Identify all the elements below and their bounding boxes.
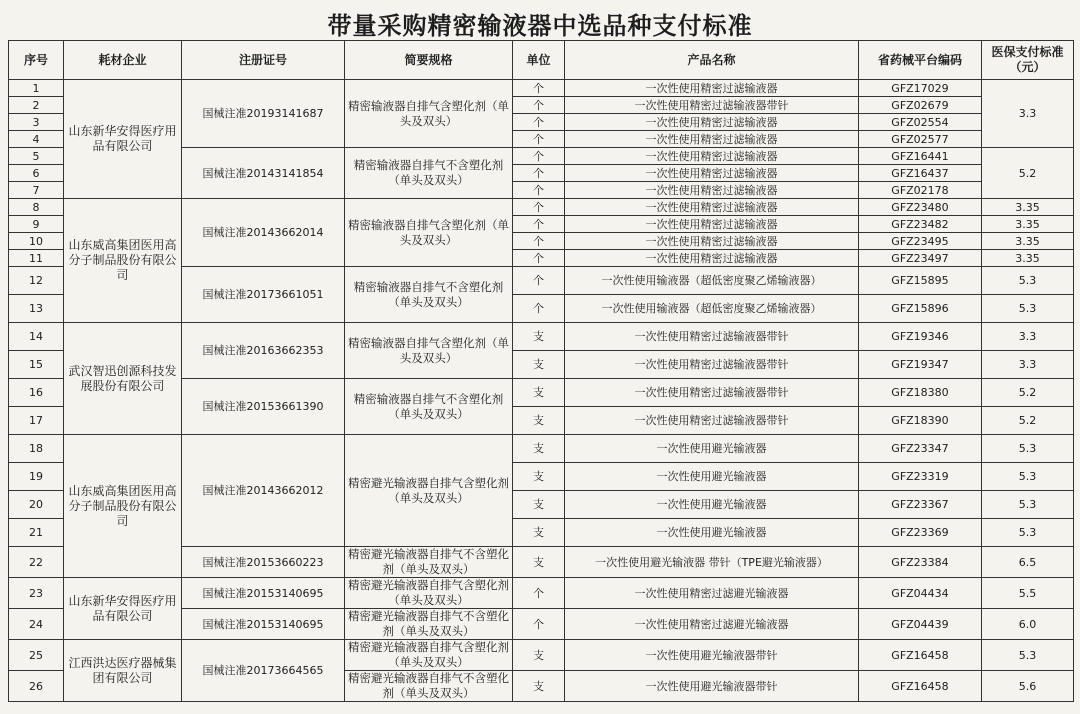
price-cell: 5.2 [982,379,1074,407]
table-row [9,435,1074,463]
unit-cell: 个 [513,182,565,199]
price-cell: 5.3 [982,519,1074,547]
unit-cell: 个 [513,216,565,233]
row-no: 5 [9,148,64,165]
product-name-cell: 一次性使用精密过滤输液器带针 [565,97,859,114]
code-cell: GFZ18390 [859,407,982,435]
price-cell: 6.0 [982,609,1074,640]
product-name-cell: 一次性使用避光输液器带针 [565,671,859,702]
row-no: 17 [9,407,64,435]
code-cell: GFZ23367 [859,491,982,519]
code-cell: GFZ19346 [859,323,982,351]
row-no: 14 [9,323,64,351]
product-name-cell: 一次性使用精密过滤输液器带针 [565,379,859,407]
code-cell: GFZ16458 [859,640,982,671]
code-cell: GFZ02679 [859,97,982,114]
product-name-cell: 一次性使用避光输液器 [565,491,859,519]
table-row [9,578,1074,609]
price-cell: 5.3 [982,463,1074,491]
price-cell: 5.3 [982,435,1074,463]
price-cell: 5.3 [982,491,1074,519]
code-cell: GFZ16458 [859,671,982,702]
price-cell: 6.5 [982,547,1074,578]
code-cell: GFZ23480 [859,199,982,216]
code-cell: GFZ23384 [859,547,982,578]
unit-cell: 支 [513,351,565,379]
reg-cell: 国械注准20153140695 [182,609,345,640]
row-no: 4 [9,131,64,148]
row-no: 6 [9,165,64,182]
product-name-cell: 一次性使用精密过滤输液器 [565,165,859,182]
price-cell: 5.3 [982,295,1074,323]
company-cell: 山东新华安得医疗用品有限公司 [64,80,182,199]
spec-cell: 精密输液器自排气不含塑化剂（单头及双头） [345,267,513,323]
header-company: 耗材企业 [64,41,182,80]
spec-cell: 精密避光输液器自排气含塑化剂（单头及双头） [345,578,513,609]
unit-cell: 支 [513,379,565,407]
row-no: 16 [9,379,64,407]
reg-cell: 国械注准20193141687 [182,80,345,148]
unit-cell: 支 [513,547,565,578]
row-no: 12 [9,267,64,295]
product-name-cell: 一次性使用输液器（超低密度聚乙烯输液器） [565,267,859,295]
product-name-cell: 一次性使用精密过滤输液器 [565,148,859,165]
row-no: 13 [9,295,64,323]
table-row [9,80,1074,97]
product-name-cell: 一次性使用精密过滤输液器 [565,199,859,216]
unit-cell: 支 [513,491,565,519]
code-cell: GFZ23319 [859,463,982,491]
spec-cell: 精密避光输液器自排气不含塑化剂（单头及双头） [345,609,513,640]
unit-cell: 个 [513,148,565,165]
unit-cell: 个 [513,80,565,97]
spec-cell: 精密避光输液器自排气含塑化剂（单头及双头） [345,435,513,547]
row-no: 8 [9,199,64,216]
product-name-cell: 一次性使用避光输液器 [565,435,859,463]
unit-cell: 个 [513,114,565,131]
reg-cell: 国械注准20173661051 [182,267,345,323]
unit-cell: 个 [513,165,565,182]
spec-cell: 精密避光输液器自排气含塑化剂（单头及双头） [345,640,513,671]
unit-cell: 个 [513,295,565,323]
product-name-cell: 一次性使用精密过滤输液器 [565,233,859,250]
code-cell: GFZ02178 [859,182,982,199]
product-name-cell: 一次性使用精密过滤输液器带针 [565,407,859,435]
code-cell: GFZ15896 [859,295,982,323]
reg-cell: 国械注准20153660223 [182,547,345,578]
price-table-wrapper [8,40,1074,702]
spec-cell: 精密输液器自排气不含塑化剂（单头及双头） [345,379,513,435]
company-cell: 江西洪达医疗器械集团有限公司 [64,640,182,702]
code-cell: GFZ04439 [859,609,982,640]
document-title: 带量采购精密输液器中选品种支付标准 [327,12,753,40]
header-row [9,41,1074,80]
code-cell: GFZ02554 [859,114,982,131]
price-cell: 3.35 [982,199,1074,216]
row-no: 26 [9,671,64,702]
unit-cell: 支 [513,671,565,702]
row-no: 9 [9,216,64,233]
row-no: 11 [9,250,64,267]
header-price: 医保支付标准（元） [982,41,1074,80]
price-cell: 3.35 [982,216,1074,233]
row-no: 1 [9,80,64,97]
unit-cell: 支 [513,640,565,671]
price-cell: 5.2 [982,407,1074,435]
unit-cell: 支 [513,519,565,547]
reg-cell: 国械注准20153661390 [182,379,345,435]
table-row [9,323,1074,351]
product-name-cell: 一次性使用避光输液器 [565,519,859,547]
unit-cell: 个 [513,199,565,216]
row-no: 25 [9,640,64,671]
company-cell: 武汉智迅创源科技发展股份有限公司 [64,323,182,435]
row-no: 22 [9,547,64,578]
price-cell: 5.2 [982,148,1074,199]
spec-cell: 精密输液器自排气含塑化剂（单头及双头） [345,199,513,267]
product-name-cell: 一次性使用精密过滤输液器 [565,250,859,267]
reg-cell: 国械注准20153140695 [182,578,345,609]
company-cell: 山东威高集团医用高分子制品股份有限公司 [64,199,182,323]
product-name-cell: 一次性使用精密过滤避光输液器 [565,609,859,640]
header-code: 省药械平台编码 [859,41,982,80]
row-no: 23 [9,578,64,609]
row-no: 7 [9,182,64,199]
reg-cell: 国械注准20143662012 [182,435,345,547]
header-unit: 单位 [513,41,565,80]
row-no: 3 [9,114,64,131]
product-name-cell: 一次性使用输液器（超低密度聚乙烯输液器） [565,295,859,323]
code-cell: GFZ17029 [859,80,982,97]
price-cell: 3.3 [982,351,1074,379]
unit-cell: 个 [513,131,565,148]
row-no: 15 [9,351,64,379]
product-name-cell: 一次性使用避光输液器带针 [565,640,859,671]
code-cell: GFZ23347 [859,435,982,463]
unit-cell: 个 [513,609,565,640]
product-name-cell: 一次性使用精密过滤输液器 [565,182,859,199]
unit-cell: 个 [513,250,565,267]
unit-cell: 支 [513,463,565,491]
unit-cell: 支 [513,323,565,351]
code-cell: GFZ23369 [859,519,982,547]
code-cell: GFZ02577 [859,131,982,148]
header-spec: 简要规格 [345,41,513,80]
product-name-cell: 一次性使用精密过滤输液器带针 [565,351,859,379]
row-no: 18 [9,435,64,463]
spec-cell: 精密输液器自排气含塑化剂（单头及双头） [345,80,513,148]
row-no: 24 [9,609,64,640]
header-no: 序号 [9,41,64,80]
table-row [9,199,1074,216]
reg-cell: 国械注准20173664565 [182,640,345,702]
code-cell: GFZ15895 [859,267,982,295]
code-cell: GFZ23482 [859,216,982,233]
price-cell: 5.5 [982,578,1074,609]
unit-cell: 个 [513,97,565,114]
code-cell: GFZ19347 [859,351,982,379]
product-name-cell: 一次性使用精密过滤输液器 [565,216,859,233]
price-cell: 5.6 [982,671,1074,702]
reg-cell: 国械注准20143662014 [182,199,345,267]
row-no: 2 [9,97,64,114]
header-name: 产品名称 [565,41,859,80]
header-reg: 注册证号 [182,41,345,80]
code-cell: GFZ23495 [859,233,982,250]
unit-cell: 个 [513,267,565,295]
unit-cell: 支 [513,407,565,435]
product-name-cell: 一次性使用精密过滤输液器 [565,114,859,131]
unit-cell: 个 [513,233,565,250]
code-cell: GFZ16441 [859,148,982,165]
spec-cell: 精密避光输液器自排气不含塑化剂（单头及双头） [345,547,513,578]
reg-cell: 国械注准20163662353 [182,323,345,379]
code-cell: GFZ04434 [859,578,982,609]
price-cell: 3.35 [982,233,1074,250]
row-no: 21 [9,519,64,547]
company-cell: 山东威高集团医用高分子制品股份有限公司 [64,435,182,578]
spec-cell: 精密输液器自排气含塑化剂（单头及双头） [345,323,513,379]
product-name-cell: 一次性使用避光输液器 带针（TPE避光输液器） [565,547,859,578]
unit-cell: 支 [513,435,565,463]
product-name-cell: 一次性使用精密过滤输液器带针 [565,323,859,351]
price-cell: 3.3 [982,323,1074,351]
spec-cell: 精密避光输液器自排气不含塑化剂（单头及双头） [345,671,513,702]
price-cell: 5.3 [982,640,1074,671]
reg-cell: 国械注准20143141854 [182,148,345,199]
row-no: 10 [9,233,64,250]
code-cell: GFZ23497 [859,250,982,267]
code-cell: GFZ16437 [859,165,982,182]
price-cell: 5.3 [982,267,1074,295]
company-cell: 山东新华安得医疗用品有限公司 [64,578,182,640]
row-no: 20 [9,491,64,519]
price-table [8,40,1074,702]
product-name-cell: 一次性使用精密过滤输液器 [565,131,859,148]
price-cell: 3.35 [982,250,1074,267]
row-no: 19 [9,463,64,491]
price-cell: 3.3 [982,80,1074,148]
unit-cell: 个 [513,578,565,609]
product-name-cell: 一次性使用精密过滤避光输液器 [565,578,859,609]
code-cell: GFZ18380 [859,379,982,407]
spec-cell: 精密输液器自排气不含塑化剂（单头及双头） [345,148,513,199]
product-name-cell: 一次性使用避光输液器 [565,463,859,491]
table-row [9,640,1074,671]
product-name-cell: 一次性使用精密过滤输液器 [565,80,859,97]
